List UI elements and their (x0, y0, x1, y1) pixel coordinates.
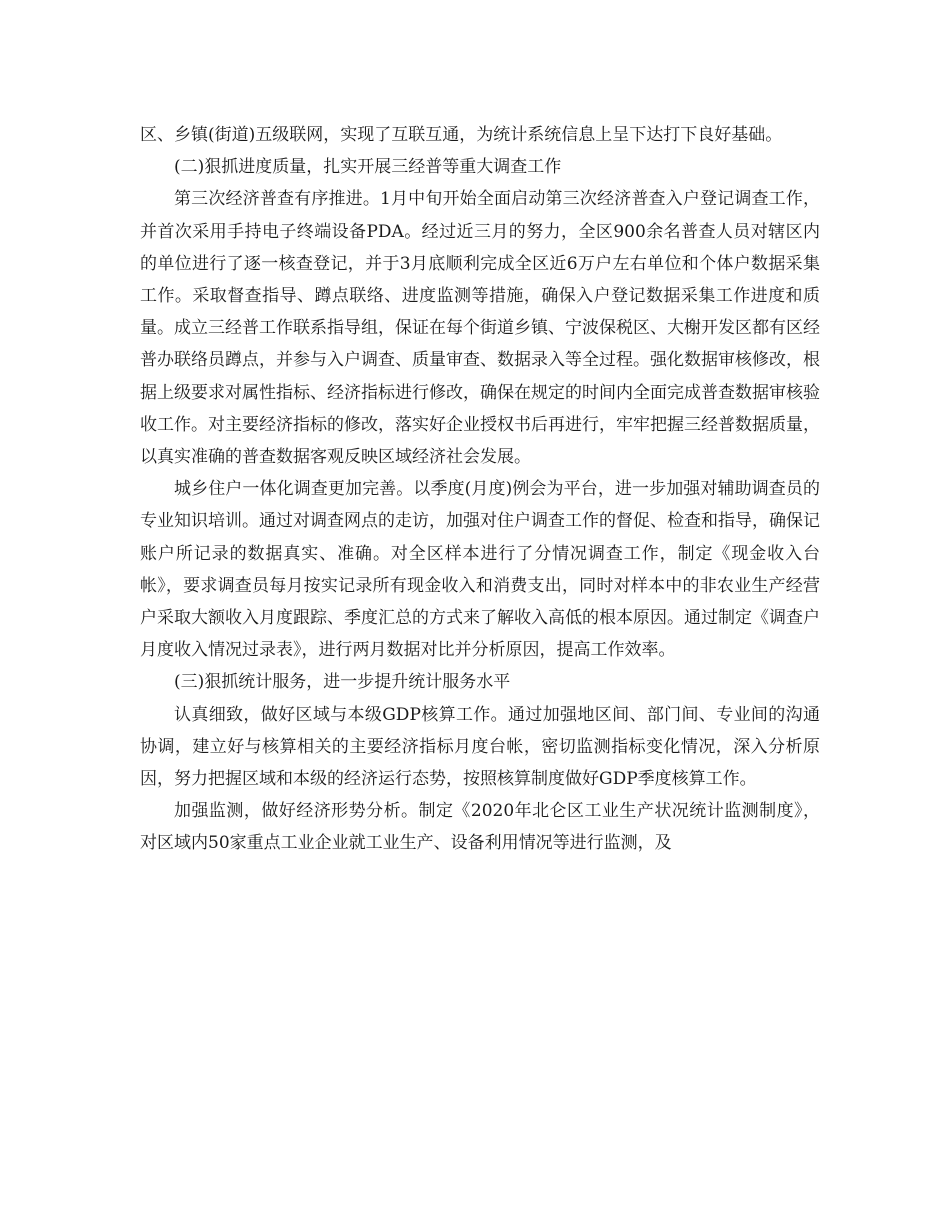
paragraph-economic-census: 第三次经济普查有序推进。1月中旬开始全面启动第三次经济普查入户登记调查工作，并首次采用手持电子终端设备PDA。经过近三月的努力，全区900余名普查人员对辖区内的单位进行了逐一核查登记，并于3月底顺利完成全区近6万户左右单位和个体户数据采集工作。采取督查指导、蹲点联络、进度监测等措施，确保入户登记数据采集工作进度和质量。成立三经普工作联系指导组，保证在每个街道乡镇、宁波保税区、大榭开发区都有区经普办联络员蹲点，并参与入户调查、质量审查、数据录入等全过程。强化数据审核修改，根据上级要求对属性指标、经济指标进行修改，确保在规定的时间内全面完成普查数据审核验收工作。对主要经济指标的修改，落实好企业授权书后再进行，牢牢把握三经普数据质量，以真实准确的普查数据客观反映区域经济社会发展。 (140, 189, 820, 468)
paragraph-economic-monitoring: 加强监测，做好经济形势分析。制定《2020年北仑区工业生产状况统计监测制度》，对区域内50家重点工业企业就工业生产、设备利用情况等进行监测，及 (140, 801, 820, 854)
document-body (140, 119, 820, 860)
paragraph-household-survey: 城乡住户一体化调查更加完善。以季度(月度)例会为平台，进一步加强对辅助调查员的专业知识培训。通过对调查网点的走访，加强对住户调查工作的督促、检查和指导，确保记账户所记录的数据真实、准确。对全区样本进行了分情况调查工作，制定《现金收入台帐》，要求调查员每月按实记录所有现金收入和消费支出，同时对样本中的非农业生产经营户采取大额收入月度跟踪、季度汇总的方式来了解收入高低的根本原因。通过制定《调查户月度收入情况过录表》，进行两月数据对比并分析原因，提高工作效率。 (140, 479, 820, 661)
section-heading-2: (二)狠抓进度质量，扎实开展三经普等重大调查工作 (174, 157, 562, 178)
paragraph-gdp-accounting: 认真细致，做好区域与本级GDP核算工作。通过加强地区间、部门间、专业间的沟通协调，建立好与核算相关的主要经济指标月度台帐，密切监测指标变化情况，深入分析原因，努力把握区域和本级的经济运行态势，按照核算制度做好GDP季度核算工作。 (140, 704, 820, 790)
paragraph-continuation: 区、乡镇(街道)五级联网，实现了互联互通，为统计系统信息上呈下达打下良好基础。 (140, 125, 783, 145)
section-heading-3: (三)狠抓统计服务，进一步提升统计服务水平 (174, 672, 511, 693)
